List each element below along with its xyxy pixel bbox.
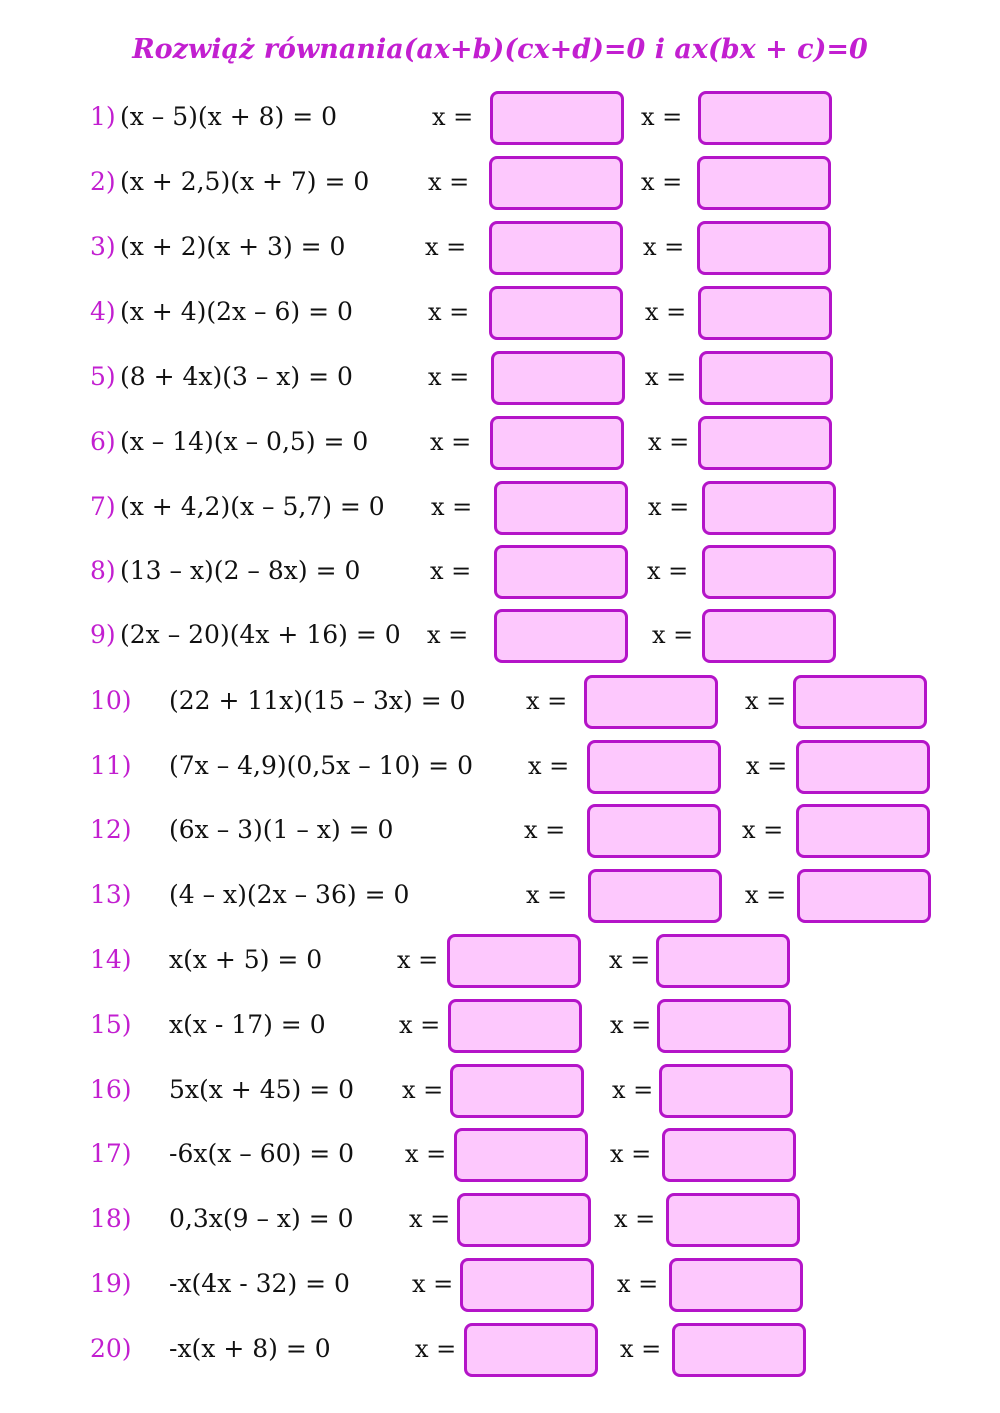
row-number: 19) [90, 1269, 132, 1298]
row-number: 3) [90, 232, 116, 261]
x-label-1: x = [425, 233, 467, 261]
answer-input-2[interactable] [698, 416, 832, 470]
equation-row [0, 738, 1000, 794]
x-label-2: x = [645, 363, 687, 391]
row-number: 4) [90, 297, 116, 326]
equation-row [0, 543, 1000, 599]
equation-row [0, 154, 1000, 210]
x-label-1: x = [397, 946, 439, 974]
answer-input-1[interactable] [494, 545, 628, 599]
row-number: 13) [90, 880, 132, 909]
row-number: 15) [90, 1010, 132, 1039]
answer-input-1[interactable] [457, 1193, 591, 1247]
row-number: 2) [90, 167, 116, 196]
answer-input-1[interactable] [489, 286, 623, 340]
x-label-1: x = [415, 1335, 457, 1363]
x-label-1: x = [428, 168, 470, 196]
x-label-1: x = [528, 752, 570, 780]
equation-row [0, 1126, 1000, 1182]
answer-input-2[interactable] [697, 221, 831, 275]
x-label-1: x = [428, 298, 470, 326]
row-number: 9) [90, 620, 116, 649]
equation-row [0, 932, 1000, 988]
x-label-2: x = [746, 752, 788, 780]
equation-text: -x(x + 8) = 0 [169, 1334, 331, 1363]
x-label-2: x = [620, 1335, 662, 1363]
answer-input-2[interactable] [702, 545, 836, 599]
equation-text: x(x - 17) = 0 [169, 1010, 326, 1039]
equation-text: 0,3x(9 – x) = 0 [169, 1204, 354, 1233]
answer-input-2[interactable] [797, 869, 931, 923]
x-label-2: x = [641, 103, 683, 131]
row-number: 18) [90, 1204, 132, 1233]
x-label-2: x = [643, 233, 685, 261]
equation-text: x(x + 5) = 0 [169, 945, 323, 974]
x-label-1: x = [431, 493, 473, 521]
worksheet-title: Rozwiąż równania(ax+b)(cx+d)=0 i ax(bx + c)=0 [132, 34, 868, 65]
equation-row [0, 89, 1000, 145]
row-number: 16) [90, 1075, 132, 1104]
x-label-2: x = [745, 687, 787, 715]
answer-input-2[interactable] [666, 1193, 800, 1247]
equation-text: (8 + 4x)(3 – x) = 0 [120, 362, 353, 391]
answer-input-1[interactable] [460, 1258, 594, 1312]
row-number: 7) [90, 492, 116, 521]
answer-input-2[interactable] [697, 156, 831, 210]
answer-input-1[interactable] [494, 609, 628, 663]
equation-text: (x + 4)(2x – 6) = 0 [120, 297, 353, 326]
equation-row [0, 607, 1000, 663]
equation-row [0, 997, 1000, 1053]
x-label-1: x = [399, 1011, 441, 1039]
equation-row [0, 1256, 1000, 1312]
answer-input-2[interactable] [656, 934, 790, 988]
answer-input-1[interactable] [584, 675, 718, 729]
equation-text: (x + 2)(x + 3) = 0 [120, 232, 346, 261]
x-label-2: x = [612, 1076, 654, 1104]
answer-input-1[interactable] [489, 221, 623, 275]
answer-input-2[interactable] [699, 351, 833, 405]
x-label-1: x = [524, 816, 566, 844]
answer-input-2[interactable] [793, 675, 927, 729]
answer-input-1[interactable] [448, 999, 582, 1053]
row-number: 6) [90, 427, 116, 456]
answer-input-2[interactable] [698, 286, 832, 340]
equation-row [0, 867, 1000, 923]
row-number: 10) [90, 686, 132, 715]
answer-input-2[interactable] [657, 999, 791, 1053]
answer-input-2[interactable] [698, 91, 832, 145]
x-label-2: x = [652, 621, 694, 649]
equation-text: (x + 2,5)(x + 7) = 0 [120, 167, 370, 196]
x-label-2: x = [745, 881, 787, 909]
x-label-1: x = [402, 1076, 444, 1104]
answer-input-2[interactable] [702, 609, 836, 663]
x-label-2: x = [641, 168, 683, 196]
equation-row [0, 802, 1000, 858]
equation-row [0, 284, 1000, 340]
equation-text: (4 – x)(2x – 36) = 0 [169, 880, 410, 909]
answer-input-2[interactable] [796, 804, 930, 858]
answer-input-1[interactable] [587, 804, 721, 858]
answer-input-1[interactable] [454, 1128, 588, 1182]
answer-input-2[interactable] [702, 481, 836, 535]
equation-text: (7x – 4,9)(0,5x – 10) = 0 [169, 751, 473, 780]
row-number: 12) [90, 815, 132, 844]
answer-input-2[interactable] [669, 1258, 803, 1312]
x-label-1: x = [526, 687, 568, 715]
x-label-1: x = [405, 1140, 447, 1168]
equation-text: (x – 14)(x – 0,5) = 0 [120, 427, 369, 456]
x-label-2: x = [617, 1270, 659, 1298]
equation-row [0, 219, 1000, 275]
row-number: 20) [90, 1334, 132, 1363]
x-label-1: x = [432, 103, 474, 131]
equation-row [0, 349, 1000, 405]
x-label-1: x = [428, 363, 470, 391]
answer-input-1[interactable] [490, 416, 624, 470]
answer-input-2[interactable] [662, 1128, 796, 1182]
equation-text: (x – 5)(x + 8) = 0 [120, 102, 338, 131]
row-number: 8) [90, 556, 116, 585]
x-label-1: x = [526, 881, 568, 909]
equation-text: (22 + 11x)(15 – 3x) = 0 [169, 686, 466, 715]
x-label-1: x = [412, 1270, 454, 1298]
answer-input-1[interactable] [587, 740, 721, 794]
x-label-1: x = [430, 428, 472, 456]
row-number: 11) [90, 751, 132, 780]
row-number: 1) [90, 102, 116, 131]
equation-text: (2x – 20)(4x + 16) = 0 [120, 620, 401, 649]
x-label-1: x = [430, 557, 472, 585]
answer-input-1[interactable] [494, 481, 628, 535]
x-label-2: x = [610, 1140, 652, 1168]
row-number: 5) [90, 362, 116, 391]
equation-text: (13 – x)(2 – 8x) = 0 [120, 556, 361, 585]
answer-input-2[interactable] [796, 740, 930, 794]
answer-input-1[interactable] [464, 1323, 598, 1377]
equation-row [0, 1191, 1000, 1247]
equation-text: -6x(x – 60) = 0 [169, 1139, 355, 1168]
x-label-2: x = [742, 816, 784, 844]
equation-text: (x + 4,2)(x – 5,7) = 0 [120, 492, 385, 521]
equation-row [0, 479, 1000, 535]
answer-input-1[interactable] [490, 91, 624, 145]
row-number: 14) [90, 945, 132, 974]
equation-text: -x(4x - 32) = 0 [169, 1269, 350, 1298]
x-label-2: x = [610, 1011, 652, 1039]
x-label-2: x = [614, 1205, 656, 1233]
x-label-1: x = [409, 1205, 451, 1233]
answer-input-1[interactable] [450, 1064, 584, 1118]
answer-input-2[interactable] [672, 1323, 806, 1377]
equation-row [0, 414, 1000, 470]
equation-text: 5x(x + 45) = 0 [169, 1075, 355, 1104]
equation-row [0, 673, 1000, 729]
answer-input-1[interactable] [489, 156, 623, 210]
answer-input-2[interactable] [659, 1064, 793, 1118]
x-label-2: x = [645, 298, 687, 326]
x-label-1: x = [427, 621, 469, 649]
x-label-2: x = [609, 946, 651, 974]
x-label-2: x = [648, 493, 690, 521]
answer-input-1[interactable] [491, 351, 625, 405]
row-number: 17) [90, 1139, 132, 1168]
equation-text: (6x – 3)(1 – x) = 0 [169, 815, 394, 844]
answer-input-1[interactable] [447, 934, 581, 988]
x-label-2: x = [648, 428, 690, 456]
x-label-2: x = [647, 557, 689, 585]
equation-row [0, 1321, 1000, 1377]
answer-input-1[interactable] [588, 869, 722, 923]
equation-row [0, 1062, 1000, 1118]
